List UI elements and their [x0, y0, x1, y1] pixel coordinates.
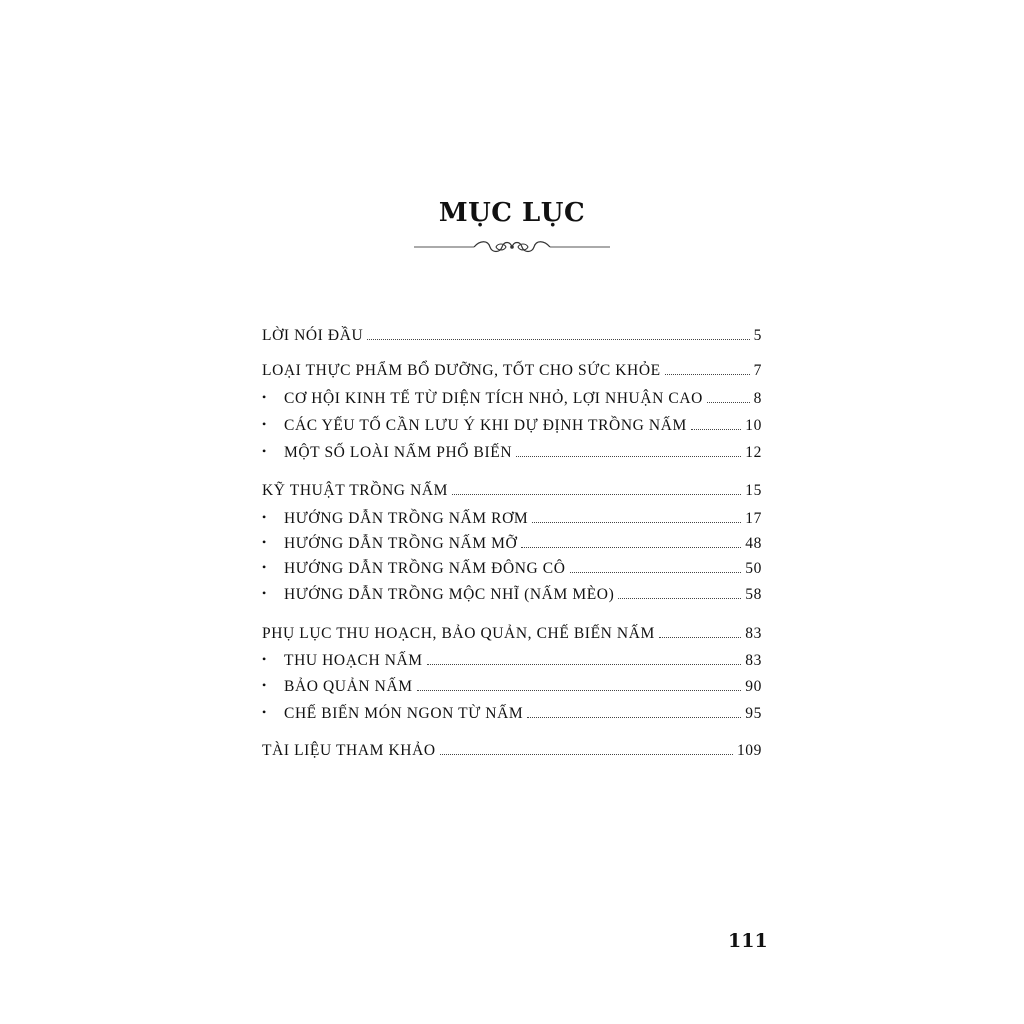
dot-leader — [570, 572, 742, 573]
toc-label: HƯỚNG DẪN TRỒNG NẤM ĐÔNG CÔ — [284, 560, 566, 577]
page-number: 111 — [728, 930, 768, 952]
toc-subentry — [262, 556, 762, 578]
toc-subentry — [262, 440, 762, 462]
dot-leader — [440, 754, 733, 755]
toc-page: 8 — [753, 390, 762, 407]
dot-leader — [367, 339, 749, 340]
toc-label: TÀI LIỆU THAM KHẢO — [262, 742, 436, 759]
toc-page: 15 — [745, 482, 762, 499]
toc-label: HƯỚNG DẪN TRỒNG NẤM RƠM — [284, 510, 529, 527]
flourish-divider — [414, 236, 610, 258]
dot-leader — [417, 690, 742, 691]
bullet-icon: • — [262, 417, 267, 431]
toc-subentry — [262, 386, 762, 408]
toc-label: HƯỚNG DẪN TRỒNG MỘC NHĨ (NẤM MÈO) — [284, 586, 615, 603]
bullet-icon: • — [262, 652, 267, 666]
dot-leader — [527, 717, 741, 718]
toc-subentry — [262, 413, 762, 435]
toc-label: BẢO QUẢN NẤM — [284, 678, 413, 695]
toc-page: 48 — [745, 535, 762, 552]
dot-leader — [427, 664, 742, 665]
toc-entry — [262, 621, 762, 643]
dot-leader — [532, 522, 741, 523]
toc-page: 7 — [753, 362, 762, 379]
toc-subentry — [262, 701, 762, 723]
page-title: MỤC LỤC — [438, 198, 586, 228]
toc-label: PHỤ LỤC THU HOẠCH, BẢO QUẢN, CHẾ BIẾN NẤM — [262, 625, 655, 642]
toc-label: CÁC YẾU TỐ CẦN LƯU Ý KHI DỰ ĐỊNH TRỒNG NẤM — [284, 417, 687, 434]
toc-page: 50 — [745, 560, 762, 577]
toc-page: 17 — [745, 510, 762, 527]
toc-entry — [262, 323, 762, 345]
dot-leader — [516, 456, 741, 457]
bullet-icon: • — [262, 678, 267, 692]
dot-leader — [521, 547, 741, 548]
bullet-icon: • — [262, 444, 267, 458]
bullet-icon: • — [262, 586, 267, 600]
toc-page: 83 — [745, 652, 762, 669]
toc-label: KỸ THUẬT TRỒNG NẤM — [262, 482, 449, 499]
dot-leader — [659, 637, 741, 638]
toc-page: 12 — [745, 444, 762, 461]
toc-page: 95 — [745, 705, 762, 722]
toc-page: 83 — [745, 625, 762, 642]
bullet-icon: • — [262, 705, 267, 719]
toc-label: CHẾ BIẾN MÓN NGON TỪ NẤM — [284, 705, 524, 722]
bullet-icon: • — [262, 390, 267, 404]
toc-subentry — [262, 531, 762, 553]
bullet-icon: • — [262, 510, 267, 524]
toc-entry — [262, 358, 762, 380]
toc-label: LỜI NÓI ĐẦU — [262, 327, 364, 344]
toc-entry — [262, 478, 762, 500]
toc-page: 5 — [753, 327, 762, 344]
toc-label: LOẠI THỰC PHẨM BỔ DƯỠNG, TỐT CHO SỨC KHỎE — [262, 362, 661, 379]
dot-leader — [691, 429, 741, 430]
toc-label: THU HOẠCH NẤM — [284, 652, 423, 669]
toc-subentry — [262, 506, 762, 528]
toc-label: HƯỚNG DẪN TRỒNG NẤM MỠ — [284, 535, 518, 552]
toc-label: MỘT SỐ LOÀI NẤM PHỔ BIẾN — [284, 444, 513, 461]
toc-entry — [262, 738, 762, 760]
toc-page: 90 — [745, 678, 762, 695]
toc-page: 109 — [736, 742, 762, 759]
dot-leader — [452, 494, 741, 495]
toc-subentry — [262, 648, 762, 670]
dot-leader — [665, 374, 750, 375]
toc-subentry — [262, 674, 762, 696]
dot-leader — [618, 598, 741, 599]
bullet-icon: • — [262, 535, 267, 549]
toc-subentry — [262, 582, 762, 604]
toc-label: CƠ HỘI KINH TẾ TỪ DIỆN TÍCH NHỎ, LỢI NHUẬN CAO — [284, 390, 703, 407]
bullet-icon: • — [262, 560, 267, 574]
dot-leader — [707, 402, 750, 403]
toc-page: 58 — [745, 586, 762, 603]
toc-page: 10 — [745, 417, 762, 434]
